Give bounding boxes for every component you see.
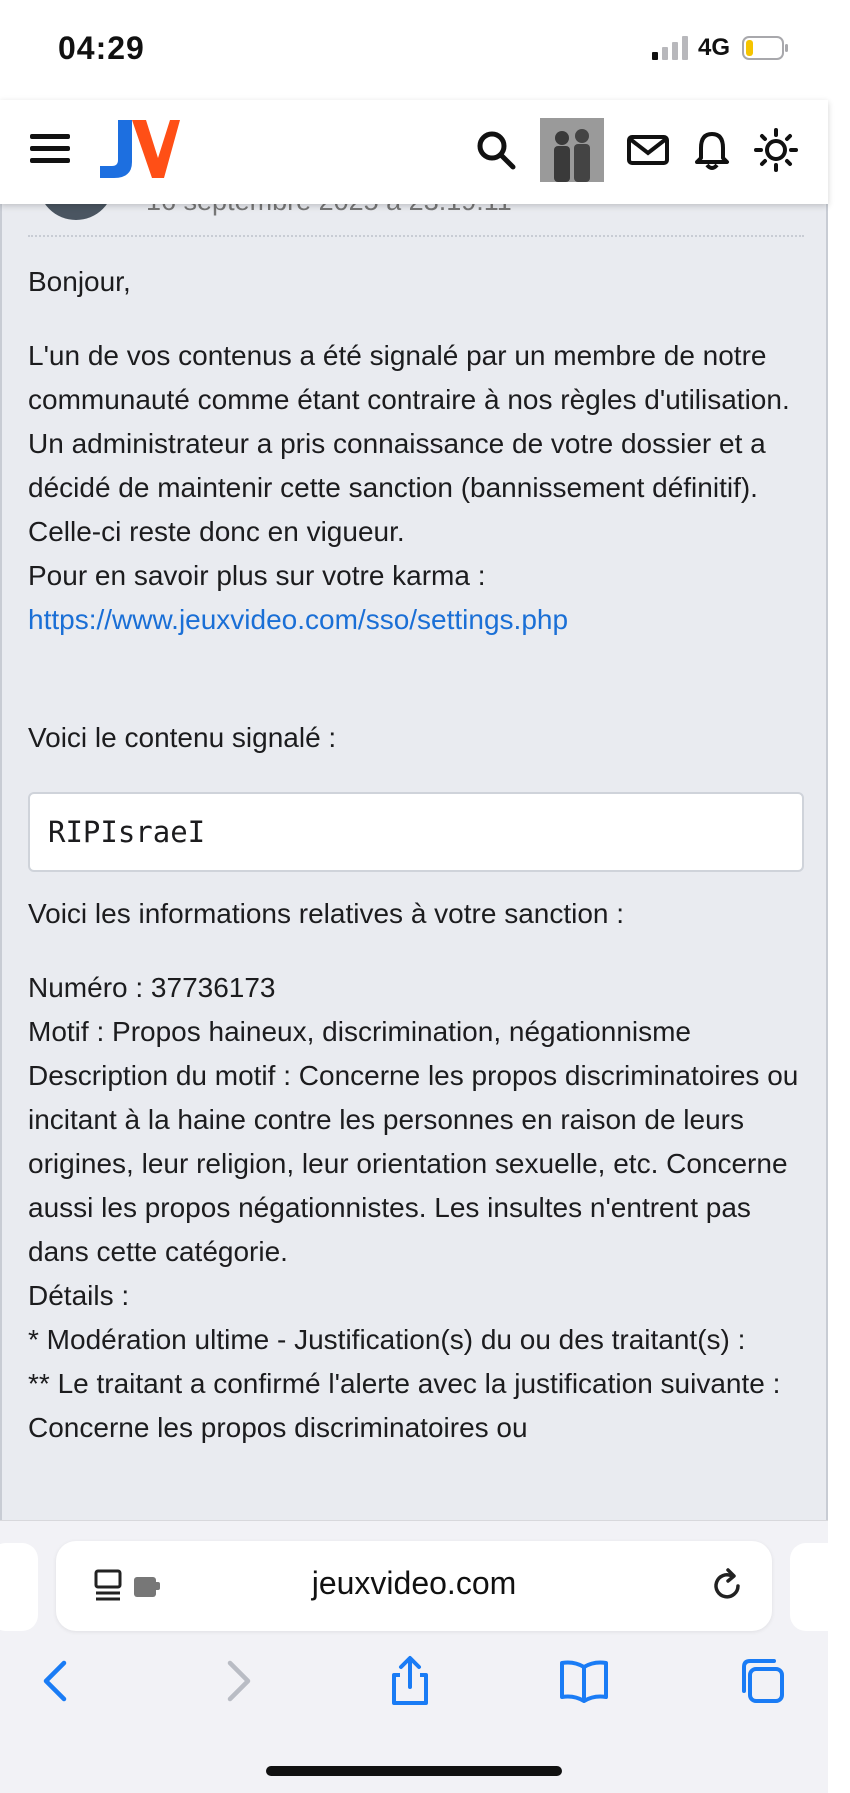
sanction-intro: Voici les informations relatives à votre sanction :: [28, 898, 625, 929]
tabs-icon[interactable]: [734, 1653, 790, 1709]
next-tab-preview[interactable]: [790, 1543, 850, 1631]
greeting: Bonjour,: [28, 266, 131, 297]
status-bar: [0, 0, 828, 100]
reported-intro: Voici le contenu signalé :: [28, 722, 337, 753]
signal-icon: [652, 36, 690, 60]
sanction-number: Numéro : 37736173: [28, 972, 276, 1003]
divider: [28, 235, 804, 237]
network-label: 4G: [698, 34, 731, 61]
bookmarks-icon[interactable]: [556, 1653, 612, 1709]
jv-logo[interactable]: [96, 116, 180, 182]
menu-icon[interactable]: [30, 134, 70, 166]
message-panel: [0, 204, 828, 1520]
details-label: Détails :: [28, 1280, 130, 1311]
paragraph-report: L'un de vos contenus a été signalé par un membre de notre communauté comme étant contraire à nos règles d'utilisation.: [28, 340, 790, 415]
karma-text: Pour en savoir plus sur votre karma :: [28, 560, 486, 591]
details-line-2: ** Le traitant a confirmé l'alerte avec la justification suivante : Concerne les propos discriminatoires ou: [28, 1368, 781, 1443]
search-icon[interactable]: [474, 128, 518, 172]
status-time: 04:29: [58, 30, 145, 66]
avatar-image: [540, 118, 604, 182]
mail-icon[interactable]: [626, 128, 670, 172]
bell-icon[interactable]: [690, 128, 734, 172]
sanction-description: Description du motif : Concerne les propos discriminatoires ou incitant à la haine contre les personnes en raison de leurs origines, leur religion, leur orientation sexuelle, etc. Concerne aussi les propos négationnistes. Les insultes n'entrent pas dans cette catégorie.: [28, 1060, 799, 1267]
forward-icon[interactable]: [208, 1653, 264, 1709]
details-line-1: * Modération ultime - Justification(s) du ou des traitant(s) :: [28, 1324, 746, 1355]
sanction-details: [28, 966, 804, 1450]
site-header: [0, 100, 828, 204]
url-text[interactable]: jeuxvideo.com: [311, 1565, 517, 1601]
paragraph-decision: Un administrateur a pris connaissance de votre dossier et a décidé de maintenir cette sanction (bannissement définitif). Celle-ci reste donc en vigueur.: [28, 428, 766, 547]
back-icon[interactable]: [30, 1653, 86, 1709]
battery-icon: [742, 36, 788, 60]
reload-icon[interactable]: [708, 1567, 746, 1605]
sun-icon[interactable]: [754, 128, 798, 172]
browser-toolbar: [0, 1520, 828, 1793]
message-body: [28, 334, 804, 642]
share-icon[interactable]: [382, 1653, 438, 1709]
sanction-motif: Motif : Propos haineux, discrimination, négationnisme: [28, 1016, 692, 1047]
previous-tab-preview[interactable]: [0, 1543, 38, 1631]
home-indicator[interactable]: [266, 1766, 562, 1776]
address-bar[interactable]: [56, 1541, 772, 1631]
avatar[interactable]: [540, 118, 604, 182]
karma-link[interactable]: https://www.jeuxvideo.com/sso/settings.php: [28, 604, 569, 635]
reported-content-box: RIPIsraeI: [28, 792, 804, 872]
